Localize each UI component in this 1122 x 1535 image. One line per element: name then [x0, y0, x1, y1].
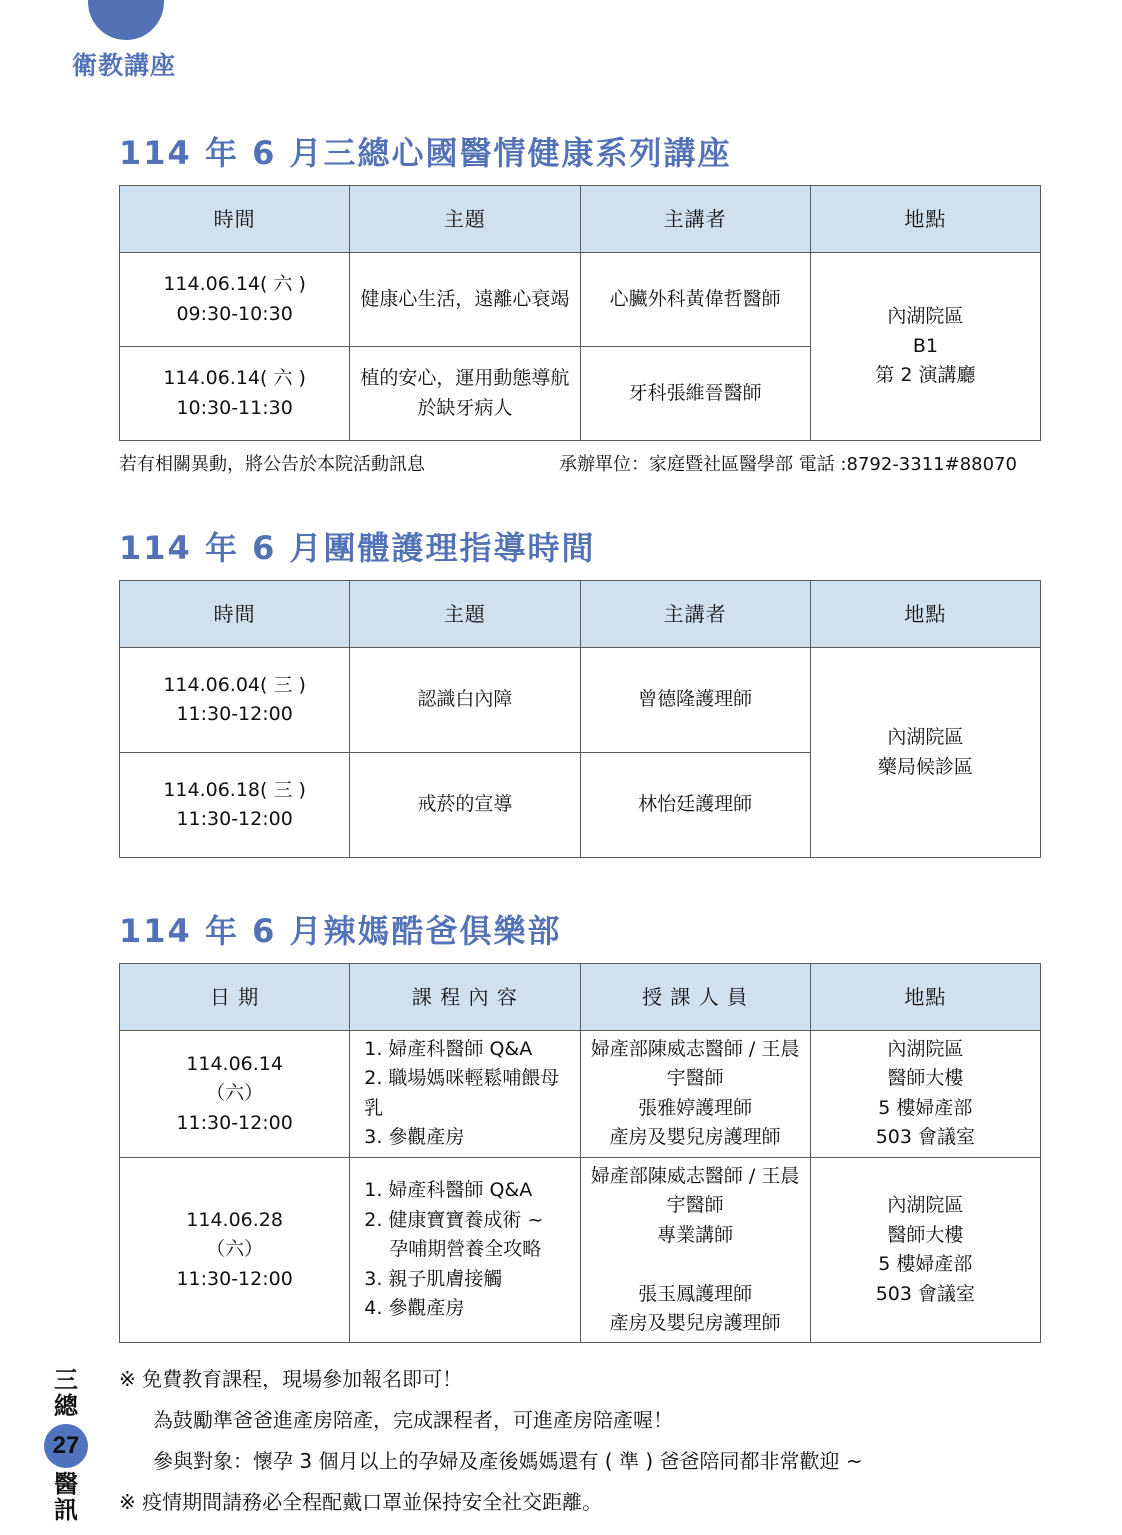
table-row [120, 1031, 1041, 1158]
course-item: 2. 職場媽咪輕鬆哺餵母乳 [364, 1067, 560, 1119]
section-title-group-nursing: 114 年 6 月團體護理指導時間 [119, 529, 596, 567]
column-header-location: 地點 [810, 581, 1040, 648]
badge-label: 衛教講座 [72, 52, 177, 80]
table-row [120, 253, 1041, 347]
cell-time [120, 253, 350, 347]
location-line-1: 內湖院區 [887, 1194, 964, 1217]
cell-time-date: 114.06.18( 三 ) [163, 778, 306, 801]
cell-date [120, 1031, 350, 1158]
table-group-nursing [119, 580, 1041, 858]
footnote-line: ※ 疫情期間請務必全程配戴口罩並保持安全社交距離。 [119, 1490, 603, 1515]
side-footer-char-3: 醫 [54, 1469, 78, 1498]
side-footer-char-2: 總 [54, 1391, 78, 1420]
column-header-speaker: 主講者 [580, 581, 810, 648]
column-header-instructors: 授 課 人 員 [580, 964, 810, 1031]
cell-date [120, 1157, 350, 1343]
footnote-line: ※ 免費教育課程，現場參加報名即可！ [119, 1367, 463, 1392]
footnote-line: 參與對象：懷孕 3 個月以上的孕婦及產後媽媽還有 ( 準 ) 爸爸陪同都非常歡迎 ~ [153, 1449, 863, 1474]
column-header-speaker: 主講者 [580, 186, 810, 253]
date-line-1: 114.06.28 [186, 1208, 283, 1231]
cell-time [120, 648, 350, 753]
cell-course-content [350, 1031, 580, 1158]
instructor-line-spacer [587, 1250, 804, 1279]
cell-speaker: 林怡廷護理師 [580, 753, 810, 858]
table-header-row [120, 581, 1041, 648]
date-line-1: 114.06.14 [186, 1052, 283, 1075]
instructor-line: 張玉鳳護理師 [638, 1282, 753, 1305]
instructor-line: 產房及嬰兒房護理師 [609, 1311, 781, 1334]
table-lecture-series [119, 185, 1041, 441]
date-line-2: （六） [206, 1082, 264, 1105]
instructor-line: 婦產部陳威志醫師 / 王晨宇醫師 [590, 1038, 800, 1090]
location-line-2: B1 [912, 334, 938, 357]
cell-time-date: 114.06.14( 六 ) [163, 367, 306, 390]
location-line-3: 5 樓婦產部 [878, 1096, 973, 1119]
cell-time-date: 114.06.04( 三 ) [163, 673, 306, 696]
cell-speaker: 心臟外科黃偉哲醫師 [580, 253, 810, 347]
cell-time-date: 114.06.14( 六 ) [163, 273, 306, 296]
column-header-location: 地點 [810, 186, 1040, 253]
cell-instructors [580, 1031, 810, 1158]
course-item: 孕哺期營養全攻略 [364, 1238, 542, 1261]
location-line-2: 醫師大樓 [887, 1067, 964, 1090]
location-line-1: 內湖院區 [887, 305, 964, 328]
table-header-row [120, 964, 1041, 1031]
cell-time [120, 347, 350, 441]
cell-topic: 健康心生活，遠離心衰竭 [350, 253, 580, 347]
location-line-2: 醫師大樓 [887, 1223, 964, 1246]
location-line-2: 藥局候診區 [877, 755, 973, 778]
content-column [119, 0, 1041, 1523]
cell-topic: 植的安心，運用動態導航於缺牙病人 [350, 347, 580, 441]
instructor-line: 專業講師 [657, 1223, 734, 1246]
column-header-topic: 主題 [350, 581, 580, 648]
table-row [120, 648, 1041, 753]
cell-course-content [350, 1157, 580, 1343]
cell-time-range: 11:30-12:00 [176, 808, 293, 830]
course-item: 1. 婦產科醫師 Q&A [364, 1179, 533, 1202]
cell-topic: 戒菸的宣導 [350, 753, 580, 858]
instructor-line: 張雅婷護理師 [638, 1096, 753, 1119]
course-item: 2. 健康寶寶養成術 ~ [364, 1208, 544, 1231]
cell-location [810, 1157, 1040, 1343]
course-item: 3. 參觀產房 [364, 1126, 465, 1149]
instructor-line: 婦產部陳威志醫師 / 王晨宇醫師 [590, 1164, 800, 1217]
column-header-topic: 主題 [350, 186, 580, 253]
table-header-row [120, 186, 1041, 253]
note-change-notice: 若有相關異動，將公告於本院活動訊息 [119, 454, 425, 475]
cell-time-range: 10:30-11:30 [176, 396, 293, 419]
location-line-4: 503 會議室 [875, 1126, 976, 1149]
location-line-4: 503 會議室 [875, 1282, 976, 1305]
side-footer [36, 1368, 96, 1524]
table-row [120, 1157, 1041, 1343]
course-item: 4. 參觀產房 [364, 1297, 465, 1320]
column-header-date: 日 期 [120, 964, 350, 1031]
cell-location [810, 648, 1040, 858]
side-footer-char-1: 三 [54, 1366, 78, 1394]
page-number-badge: 27 [44, 1424, 88, 1468]
column-header-location: 地點 [810, 964, 1040, 1031]
cell-speaker: 牙科張維晉醫師 [580, 347, 810, 441]
table-parents-club [119, 963, 1041, 1343]
section-title-lecture-series: 114 年 6 月三總心國醫情健康系列講座 [119, 134, 732, 172]
location-line-3: 5 樓婦產部 [878, 1253, 973, 1276]
note-organizer-contact: 承辦單位：家庭暨社區醫學部 電話 :8792-3311#88070 [559, 454, 1017, 475]
location-line-3: 第 2 演講廳 [875, 364, 976, 387]
cell-location [810, 253, 1040, 441]
lecture-series-note [119, 450, 1041, 476]
course-item: 1. 婦產科醫師 Q&A [364, 1038, 533, 1060]
cell-time-range: 11:30-12:00 [176, 703, 293, 725]
column-header-time: 時間 [120, 186, 350, 253]
column-header-course-content: 課 程 內 容 [350, 964, 580, 1031]
cell-time-range: 09:30-10:30 [176, 302, 293, 325]
cell-instructors [580, 1157, 810, 1343]
cell-speaker: 曾德隆護理師 [580, 648, 810, 753]
column-header-time: 時間 [120, 581, 350, 648]
section-title-parents-club: 114 年 6 月辣媽酷爸俱樂部 [119, 912, 562, 950]
instructor-line: 產房及嬰兒房護理師 [609, 1126, 781, 1149]
date-line-3: 11:30-12:00 [176, 1111, 293, 1134]
date-line-3: 11:30-12:00 [176, 1267, 293, 1290]
date-line-2: （六） [206, 1238, 264, 1261]
cell-time [120, 753, 350, 858]
side-footer-char-4: 訊 [54, 1495, 78, 1524]
course-item: 3. 親子肌膚接觸 [364, 1267, 503, 1290]
cell-location [810, 1031, 1040, 1158]
location-line-1: 內湖院區 [887, 726, 964, 749]
footnote-line: 為鼓勵準爸爸進產房陪產，完成課程者，可進產房陪產喔！ [153, 1408, 673, 1433]
cell-topic: 認識白內障 [350, 648, 580, 753]
location-line-1: 內湖院區 [887, 1038, 964, 1060]
footnotes [119, 1359, 1041, 1523]
